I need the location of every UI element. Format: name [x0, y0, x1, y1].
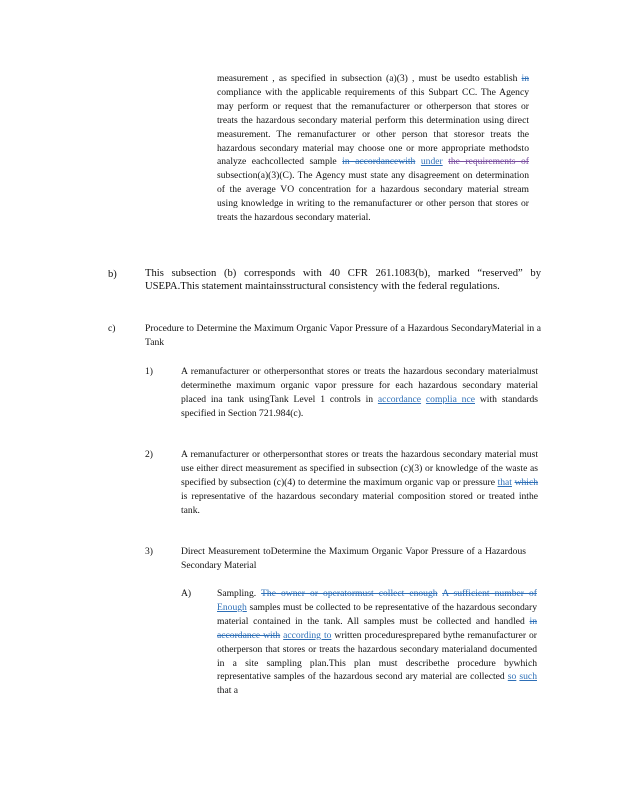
item-label-2: 2)	[145, 449, 153, 460]
deleted-text: in accordance with	[217, 615, 537, 641]
deleted-text: the requirements of	[448, 156, 530, 168]
subsection-label-b: b)	[108, 269, 117, 280]
item-label-3: 3)	[145, 546, 153, 557]
inserted-text: such	[519, 671, 537, 683]
text-run: is representative of the hazardous secondary material composition stored or treated inthe tank.	[181, 490, 538, 516]
subsection-label-c: c)	[108, 323, 116, 334]
inserted-text: under	[420, 156, 443, 168]
inserted-text: so	[507, 671, 517, 683]
inserted-text: Enough	[217, 601, 247, 613]
text-run: that a	[217, 685, 239, 697]
item-label-A: A)	[181, 588, 192, 599]
deleted-text: A sufficient number of	[442, 588, 537, 599]
text-run: subsection(a)(3)(C). The Agency must state any disagreement on determination of the average VO concentration for a hazardous secondary material stream using knowledge in writing to the remanufacturer or other person that stores or treats the hazardous secondary material.	[217, 170, 529, 224]
text-run: measurement , as specified in subsection (a)(3) , must be usedto establish	[217, 73, 522, 84]
item-1-text	[181, 365, 538, 421]
text-run: written proceduresprepared bythe remanufacturer or otherperson that stores or treats the hazardous secondary materialand documented in a site sampling plan.This plan must describethe procedure bywhich representative samples of the hazardous second ary material are collected	[217, 629, 538, 683]
text-run: A remanufacturer or otherpersonthat stores or treats the hazardous secondary material must use either direct measurement as specified in subsection (c)(3) or knowledge of the waste as specified by subsection (c)(4) to determine the maximum organic vap or pressure	[181, 449, 538, 488]
text-run: A remanufacturer or otherpersonthat stores or treats the hazardous secondary materialmust determinethe maximum organic vapor pressure for each hazardous secondary material placed ina tank usingTank Level 1 controls in	[181, 366, 538, 405]
deleted-text: in accordancewith	[342, 156, 416, 168]
subsection-b-text: This subsection (b) corresponds with 40 CFR 261.1083(b), marked “reserved” by USEPA.This statement maintainsstructural consistency with the federal regulations.	[145, 268, 541, 292]
text-run: samples must be collected to be representative of the hazardous secondary material contained in the tank. All samples must be collected and handled	[217, 601, 537, 627]
continued-paragraph	[217, 72, 529, 225]
inserted-text: that	[497, 476, 512, 488]
inserted-text: accordance	[377, 393, 422, 405]
deleted-text: The owner or operatormust collect enough	[261, 588, 438, 599]
text-run: compliance with the applicable requirements of this Subpart CC. The Agency may perform or request that the remanufacturer or otherperson that stores or treats the hazardous secondary material perform this determination using direct measurement. The remanufacturer or other person that storesor treats the hazardous secondary material may choose one or more appropriate methodsto analyze eachcollected sample	[217, 86, 529, 168]
deleted-text: which	[514, 476, 539, 488]
item-A-text	[217, 587, 537, 698]
item-2-text	[181, 448, 538, 518]
text-run: Sampling.	[217, 588, 262, 599]
deleted-text: in	[521, 73, 529, 84]
inserted-text: complia nce	[425, 393, 475, 405]
item-3-heading: Direct Measurement toDetermine the Maximum Organic Vapor Pressure of a Hazardous Secondary Material	[181, 546, 526, 571]
item-label-1: 1)	[145, 366, 153, 377]
inserted-text: according to	[283, 629, 332, 641]
subsection-c-heading: Procedure to Determine the Maximum Organic Vapor Pressure of a Hazardous SecondaryMaterial in a Tank	[145, 323, 541, 348]
text-run: with standards specified in Section 721.984(c).	[181, 393, 538, 419]
